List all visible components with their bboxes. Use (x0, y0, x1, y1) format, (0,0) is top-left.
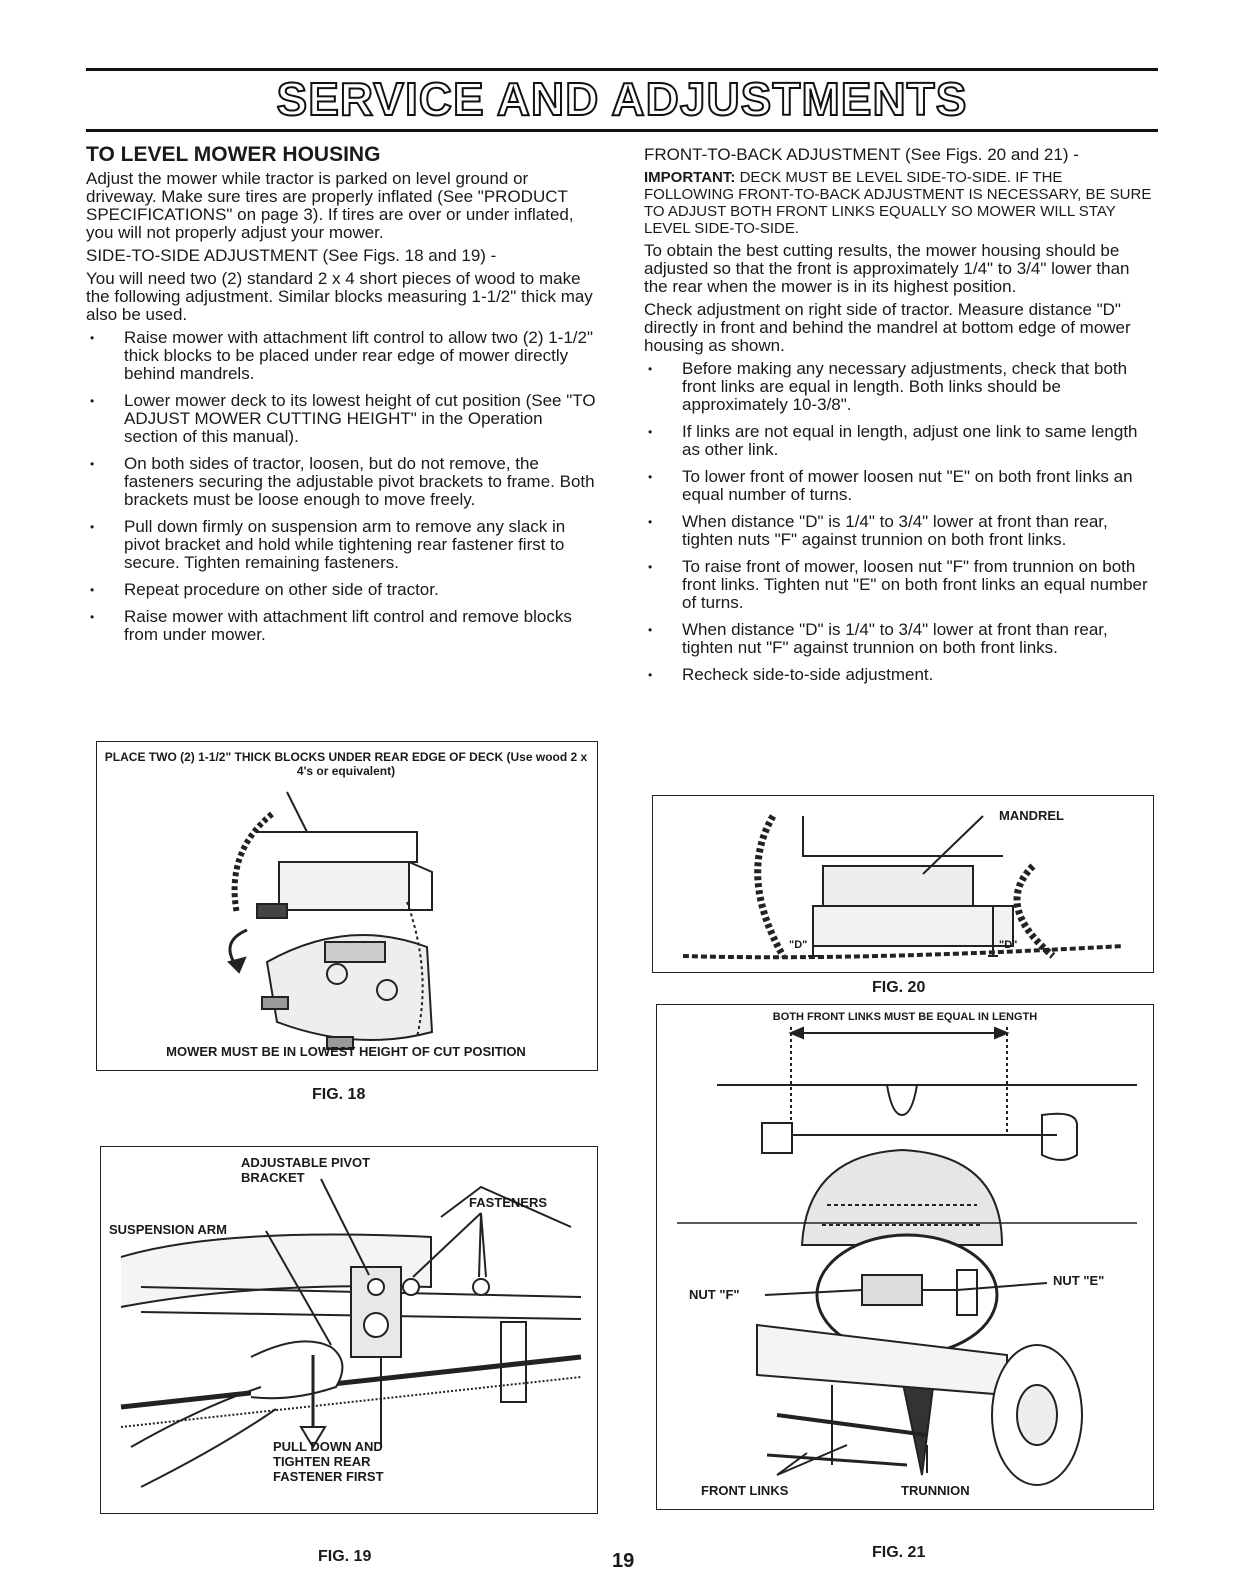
fig-20-box (652, 795, 1154, 973)
important-note (644, 169, 1152, 237)
list-item: • When distance "D" is 1/4" to 3/4" lower at front than rear, tighten nuts "F" against trunnion on both front links. (644, 513, 1152, 549)
list-item: • Lower mower deck to its lowest height of cut position (See "TO ADJUST MOWER CUTTING HEIGHT" in the Operation section of this manual). (86, 392, 596, 446)
fig-19-pivot-label: ADJUSTABLE PIVOT BRACKET (241, 1155, 371, 1185)
list-item: • Raise mower with attachment lift control and remove blocks from under mower. (86, 608, 596, 644)
list-item: • Pull down firmly on suspension arm to remove any slack in pivot bracket and hold while tightening rear fastener first to secure. Tighten remaining fasteners. (86, 518, 596, 572)
side-to-side-heading: SIDE-TO-SIDE ADJUSTMENT (See Figs. 18 and 19) - (86, 246, 497, 265)
fig-19-arm-label: SUSPENSION ARM (109, 1222, 227, 1237)
front-to-back-steps (644, 360, 1152, 684)
fig-18-bottom-caption: MOWER MUST BE IN LOWEST HEIGHT OF CUT POSITION (166, 1044, 526, 1059)
fig-21-drawing (657, 1005, 1153, 1509)
top-rule (86, 68, 1158, 71)
list-item: • When distance "D" is 1/4" to 3/4" lower at front than rear, tighten nut "F" against trunnion on both front links. (644, 621, 1152, 657)
fig-18-drawing (97, 742, 597, 1070)
side-to-side-intro: You will need two (2) standard 2 x 4 short pieces of wood to make the following adjustment. Similar blocks measuring 1-1/2" thick may also be used. (86, 269, 593, 324)
fig-21-front-links-label: FRONT LINKS (701, 1483, 789, 1498)
fig-18-top-caption: PLACE TWO (2) 1-1/2" THICK BLOCKS UNDER REAR EDGE OF DECK (Use wood 2 x 4's or equivalent) (104, 750, 588, 778)
fig-21-trunnion-label: TRUNNION (901, 1483, 970, 1498)
important-text: DECK MUST BE LEVEL SIDE-TO-SIDE. IF THE FOLLOWING FRONT-TO-BACK ADJUSTMENT IS NECESSARY, BE SURE TO ADJUST BOTH FRONT LINKS EQUALLY SO MOWER WILL STAY LEVEL SIDE-TO-SIDE. (644, 169, 1152, 237)
fig-19-label: FIG. 19 (318, 1548, 372, 1565)
title-underline (86, 129, 1158, 132)
list-item: • To raise front of mower, loosen nut "F" from trunnion on both front links. Tighten nut "E" on both front links an equal number of turns. (644, 558, 1152, 612)
section-heading: TO LEVEL MOWER HOUSING (86, 143, 381, 166)
front-paragraph-1: To obtain the best cutting results, the mower housing should be adjusted so that the front is approximately 1/4" to 3/4" lower than the rear when the mower is in its highest position. (644, 241, 1130, 296)
front-to-back-heading: FRONT-TO-BACK ADJUSTMENT (See Figs. 20 and 21) - (644, 145, 1079, 164)
fig-18-box (96, 741, 598, 1071)
fig-21-nut-e-label: NUT "E" (1053, 1273, 1105, 1288)
list-item: • On both sides of tractor, loosen, but do not remove, the fasteners securing the adjustable pivot brackets to frame. Both brackets must be loose enough to move freely. (86, 455, 596, 509)
front-paragraph-2: Check adjustment on right side of tractor. Measure distance "D" directly in front and behind the mandrel at bottom edge of mower housing as shown. (644, 300, 1131, 355)
intro-paragraph: Adjust the mower while tractor is parked on level ground or driveway. Make sure tires are properly inflated (See "PRODUCT SPECIFICATIONS" on page 3). If tires are over or under inflated, you will not properly adjust your mower. (86, 169, 574, 242)
list-item: • Before making any necessary adjustments, check that both front links are equal in length. Both links should be approximately 10-3/8". (644, 360, 1152, 414)
list-item: • To lower front of mower loosen nut "E" on both front links an equal number of turns. (644, 468, 1152, 504)
list-item: • Raise mower with attachment lift control to allow two (2) 1-1/2" thick blocks to be placed under rear edge of mower directly behind mandrels. (86, 329, 596, 383)
fig-20-drawing (653, 796, 1153, 972)
side-to-side-steps (86, 329, 596, 644)
fig-20-mandrel-label: MANDREL (999, 808, 1064, 823)
fig-21-top-caption: BOTH FRONT LINKS MUST BE EQUAL IN LENGTH (772, 1011, 1038, 1023)
fig-20-d-front: "D" (789, 939, 808, 951)
fig-19-box (100, 1146, 598, 1514)
left-column (86, 143, 596, 653)
right-column (644, 146, 1152, 693)
fig-21-box (656, 1004, 1154, 1510)
fig-18-label: FIG. 18 (312, 1086, 366, 1103)
fig-20-label: FIG. 20 (872, 979, 926, 996)
list-item: • Recheck side-to-side adjustment. (644, 666, 1152, 684)
page-title: SERVICE AND ADJUSTMENTS (276, 73, 968, 125)
important-label: IMPORTANT: (644, 169, 736, 186)
fig-19-fasteners-label: FASTENERS (469, 1195, 548, 1210)
page-number: 19 (612, 1550, 635, 1572)
fig-20-d-rear: "D" (999, 939, 1018, 951)
fig-21-label: FIG. 21 (872, 1544, 926, 1561)
list-item: • Repeat procedure on other side of tractor. (86, 581, 596, 599)
fig-21-nut-f-label: NUT "F" (689, 1287, 740, 1302)
list-item: • If links are not equal in length, adjust one link to same length as other link. (644, 423, 1152, 459)
fig-19-pull-label: PULL DOWN AND TIGHTEN REAR FASTENER FIRST (273, 1439, 384, 1484)
